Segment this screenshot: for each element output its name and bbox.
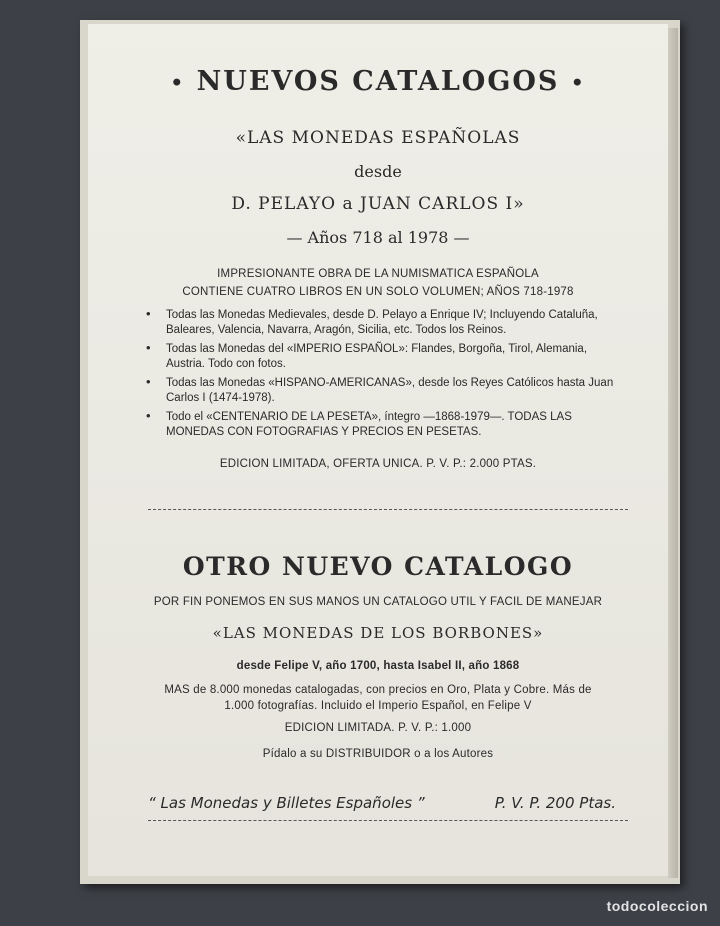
list-item xyxy=(146,376,626,405)
page-edge xyxy=(668,28,678,878)
list-item-text: Todas las Monedas «HISPANO-AMERICANAS», desde los Reyes Católicos hasta Juan Carlos I (1474-1978). xyxy=(166,377,614,404)
bullet-icon: • xyxy=(146,408,151,423)
section1-title-text: NUEVOS CATALOGOS xyxy=(196,66,560,97)
section2-edition-price: EDICION LIMITADA. P. V. P.: 1.000 xyxy=(284,722,472,734)
divider xyxy=(148,509,628,510)
list-item xyxy=(146,342,626,371)
footer-price: P. V. P. 200 Ptas. xyxy=(494,794,616,812)
list-item-text: Todas las Monedas Medievales, desde D. Pelayo a Enrique IV; Incluyendo Cataluña, Baleares, Valencia, Navarra, Aragón, Sicilia, etc. Todos los Reinos. xyxy=(166,309,598,336)
title-bullet-left: • xyxy=(170,70,186,95)
catalog-years: — Años 718 al 1978 — xyxy=(286,228,470,247)
section2-description-line1: MAS de 8.000 monedas catalogadas, con precios en Oro, Plata y Cobre. Más de xyxy=(164,684,592,696)
list-item xyxy=(146,308,626,337)
catalog-title-line1: «LAS MONEDAS ESPAÑOLAS xyxy=(235,128,521,148)
list-item-text: Todo el «CENTENARIO DE LA PESETA», íntegro —1868-1979—. TODAS LAS MONEDAS CON FOTOGRAFIAS Y PRECIOS EN PESETAS. xyxy=(166,411,572,438)
content-bullet-list xyxy=(146,308,626,444)
intro-line2: CONTIENE CUATRO LIBROS EN UN SOLO VOLUMEN; AÑOS 718-1978 xyxy=(182,286,574,298)
section2-period: desde Felipe V, año 1700, hasta Isabel II, año 1868 xyxy=(236,660,520,672)
list-item xyxy=(146,410,626,439)
catalog-title-line2: desde xyxy=(354,162,402,181)
footer-divider xyxy=(148,820,628,821)
bullet-icon: • xyxy=(146,306,151,321)
advert-page xyxy=(88,24,668,876)
footer-publication-title: “ Las Monedas y Billetes Españoles ” xyxy=(148,794,425,812)
section2-catalog-name: «LAS MONEDAS DE LOS BORBONES» xyxy=(212,624,544,642)
section2-order-note: Pídalo a su DISTRIBUIDOR o a los Autores xyxy=(262,748,494,760)
intro-line1: IMPRESIONANTE OBRA DE LA NUMISMATICA ESPAÑOLA xyxy=(217,268,539,280)
bullet-icon: • xyxy=(146,374,151,389)
section1-edition-price: EDICION LIMITADA, OFERTA UNICA. P. V. P.: 2.000 PTAS. xyxy=(219,458,537,470)
section2-title: OTRO NUEVO CATALOGO xyxy=(182,552,574,581)
title-bullet-right: • xyxy=(570,70,586,95)
list-item-text: Todas las Monedas del «IMPERIO ESPAÑOL»: Flandes, Borgoña, Tirol, Alemania, Austria. Todo con fotos. xyxy=(166,343,588,370)
section2-intro: POR FIN PONEMOS EN SUS MANOS UN CATALOGO UTIL Y FACIL DE MANEJAR xyxy=(153,596,603,608)
section2-description-line2: 1.000 fotografías. Incluido el Imperio Español, en Felipe V xyxy=(224,700,532,712)
bullet-icon: • xyxy=(146,340,151,355)
section1-title xyxy=(88,66,668,97)
watermark-logo: todocoleccion xyxy=(606,898,708,914)
catalog-title-line3: D. PELAYO a JUAN CARLOS I» xyxy=(231,194,525,214)
